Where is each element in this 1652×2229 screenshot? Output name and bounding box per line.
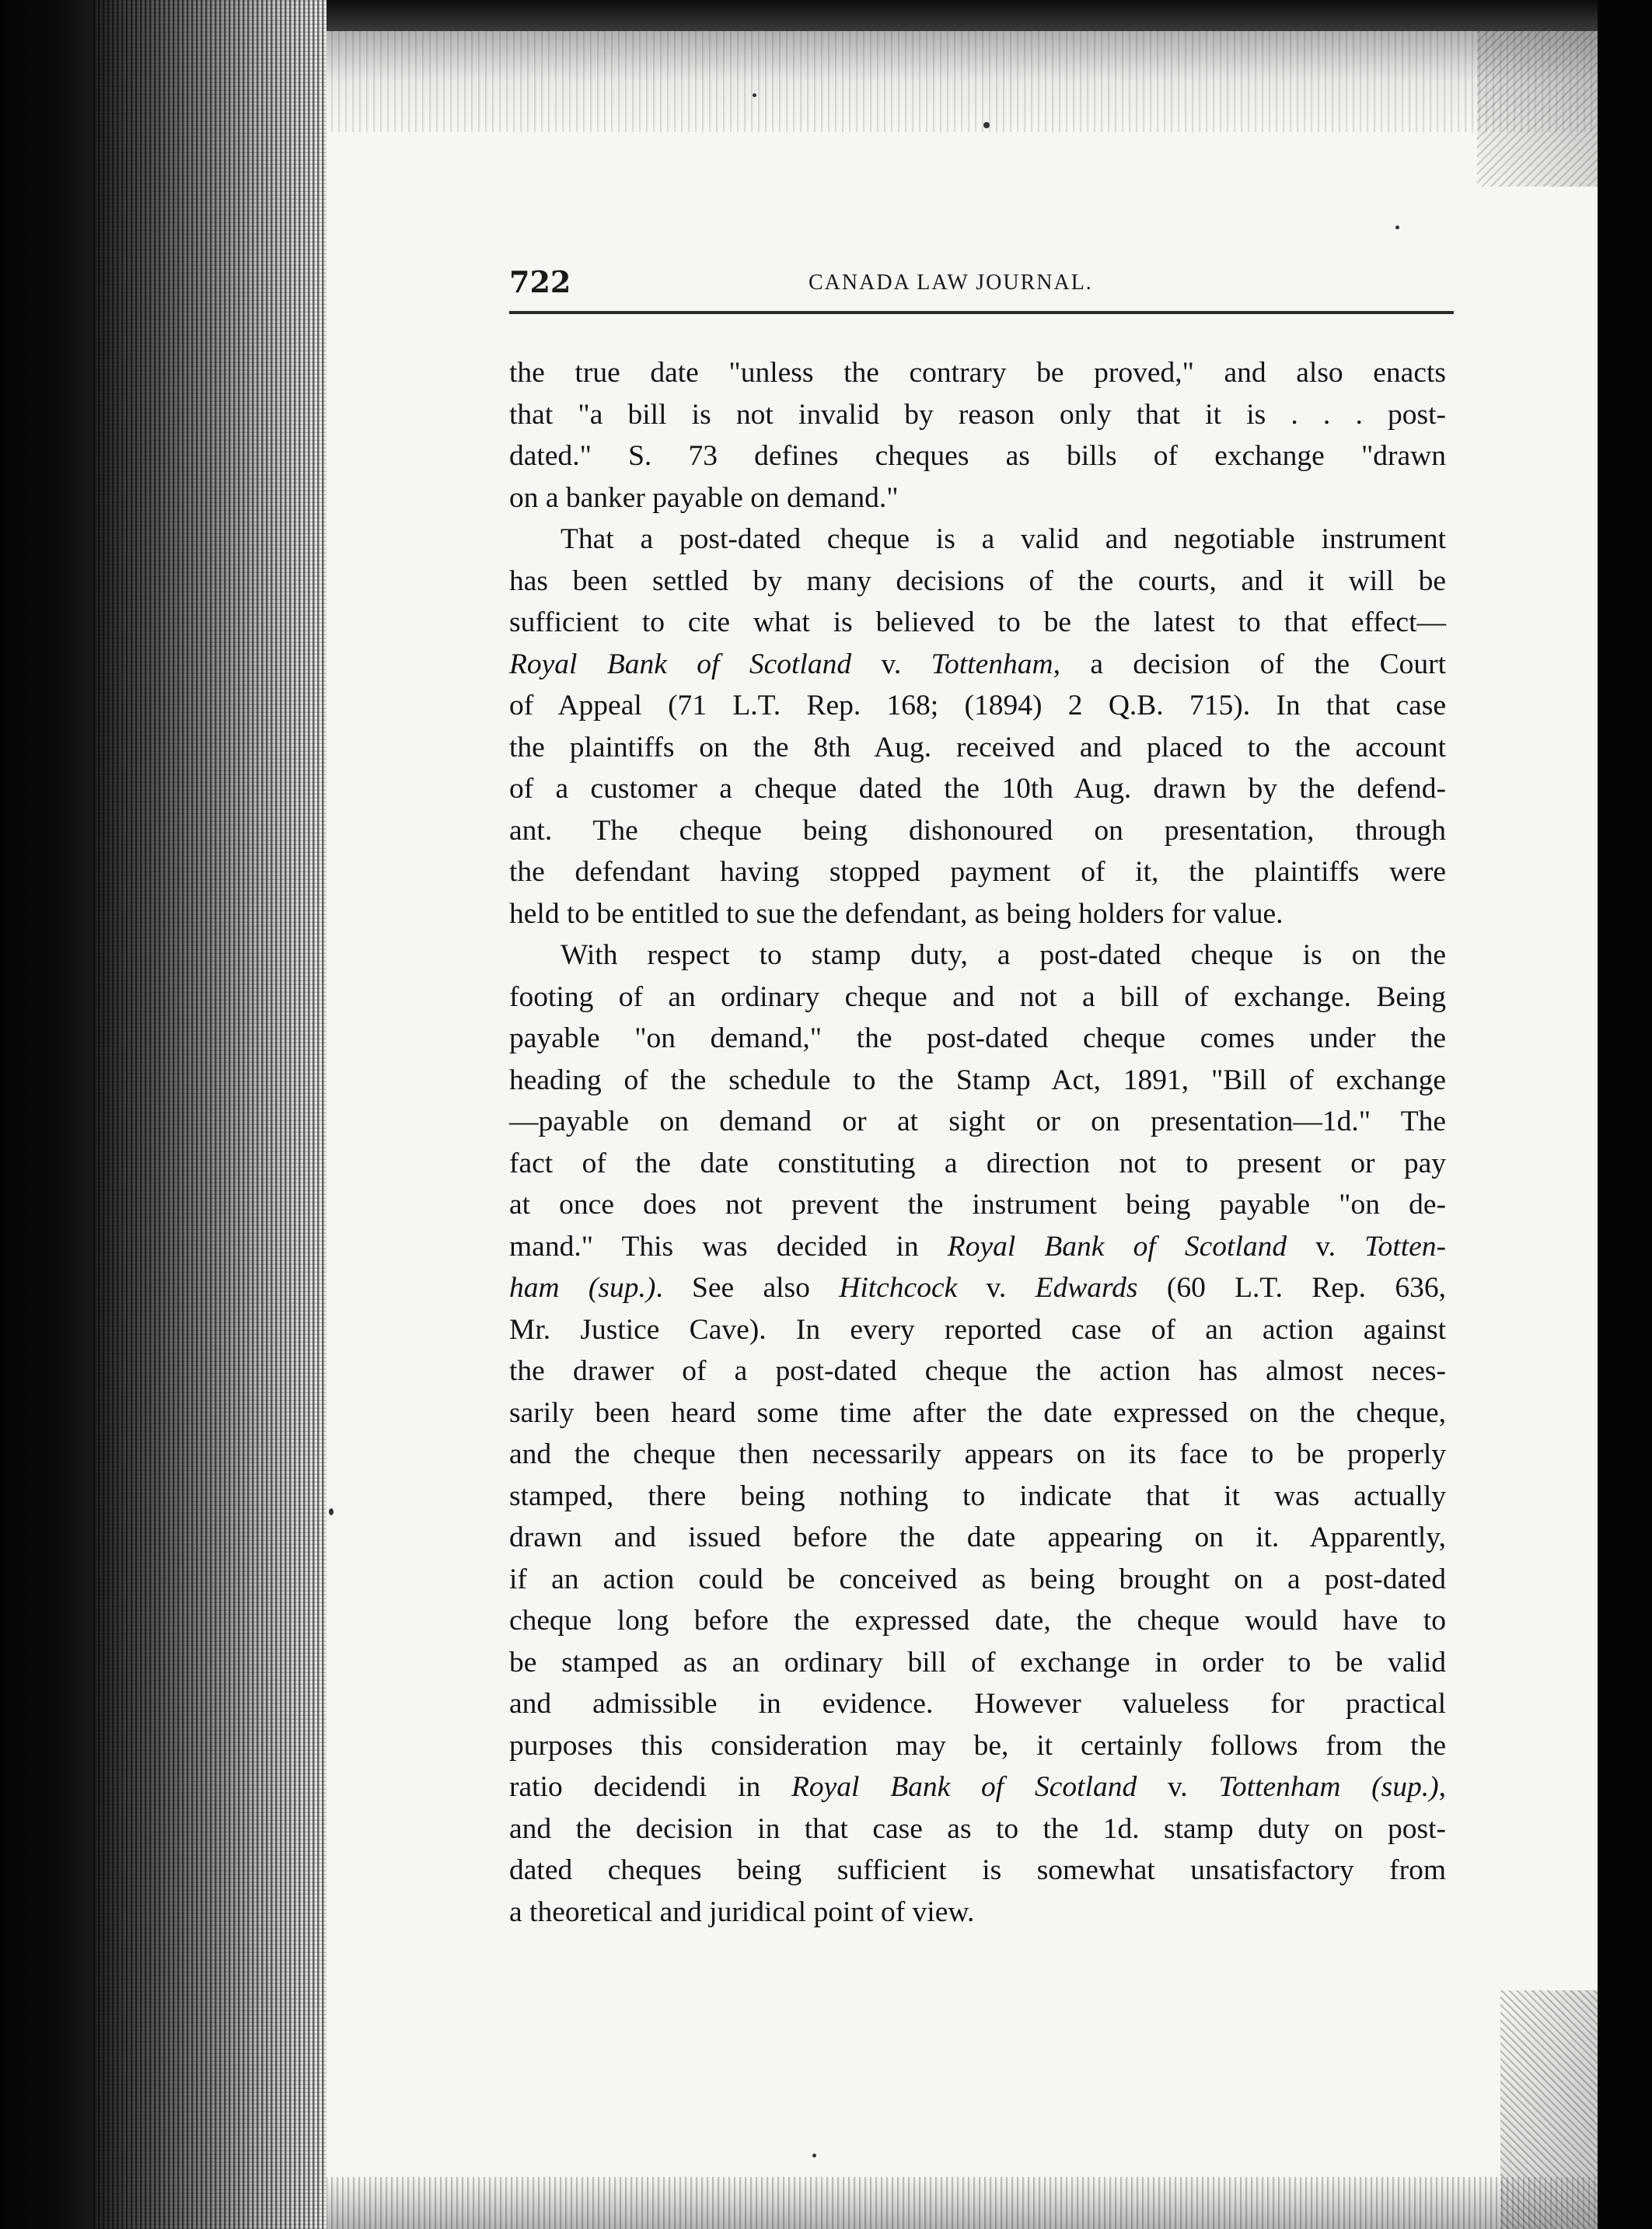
scan-right-edge (1598, 0, 1652, 2229)
scan-bottom-noise (233, 2177, 1598, 2229)
running-title: CANADA LAW JOURNAL. (809, 271, 1093, 295)
text-line: that "a bill is not invalid by reason only that it is . . . post- (509, 398, 1446, 431)
text-line: heading of the schedule to the Stamp Act, 1891, "Bill of exchange (509, 1064, 1446, 1096)
page-number: 722 (509, 264, 571, 299)
text-line: and the cheque then necessarily appears on its face to be properly (509, 1438, 1446, 1470)
text-line: ratio decidendi in Royal Bank of Scotland v. Tottenham (sup.), (509, 1771, 1447, 1803)
text-line: With respect to stamp duty, a post-dated cheque is on the (561, 939, 1446, 971)
text-line: on a banker payable on demand." (509, 481, 899, 514)
text-line: the plaintiffs on the 8th Aug. received and placed to the account (509, 731, 1446, 763)
text-line: fact of the date constituting a direction not to present or pay (509, 1147, 1446, 1179)
text-line: at once does not prevent the instrument being payable "on de- (509, 1189, 1446, 1221)
text-line: has been settled by many decisions of the courts, and it will be (509, 564, 1446, 597)
text-line: mand." This was decided in Royal Bank of Scotland v. Totten- (509, 1230, 1446, 1263)
binding-edge (0, 0, 93, 2229)
text-line: Royal Bank of Scotland v. Tottenham, a decision of the Court (509, 648, 1446, 680)
text-line: of Appeal (71 L.T. Rep. 168; (1894) 2 Q.B. 715). In that case (509, 690, 1446, 721)
scan-top-noise (233, 31, 1598, 132)
text-line: purposes this consideration may be, it certainly follows from the (509, 1729, 1446, 1762)
text-line: sarily been heard some time after the date expressed on the cheque, (509, 1396, 1446, 1429)
ink-speck (1395, 225, 1399, 229)
text-line: sufficient to cite what is believed to be the latest to that effect— (509, 606, 1446, 638)
text-line: dated." S. 73 defines cheques as bills of exchange "drawn (509, 440, 1446, 472)
ink-speck (753, 93, 756, 97)
text-line: be stamped as an ordinary bill of exchange in order to be valid (509, 1646, 1446, 1679)
text-line: of a customer a cheque dated the 10th Aug. drawn by the defend- (509, 773, 1446, 805)
ink-speck (983, 122, 990, 128)
scan-corner-noise (1500, 1990, 1598, 2229)
text-line: cheque long before the expressed date, the cheque would have to (509, 1605, 1446, 1637)
text-line: ham (sup.). See also Hitchcock v. Edwards (60 L.T. Rep. 636, (509, 1272, 1446, 1304)
ink-speck (812, 2154, 816, 2157)
text-line: stamped, there being nothing to indicate that it was actually (509, 1480, 1446, 1512)
article-body (509, 352, 1446, 1933)
text-line: drawn and issued before the date appearing on it. Apparently, (509, 1522, 1446, 1553)
text-line: the drawer of a post-dated cheque the action has almost neces- (509, 1355, 1446, 1387)
text-line: and the decision in that case as to the 1d. stamp duty on post- (509, 1812, 1446, 1845)
text-line: dated cheques being sufficient is somewhat unsatisfactory from (509, 1854, 1446, 1886)
text-line: Mr. Justice Cave). In every reported case of an action against (509, 1313, 1446, 1346)
text-line: the true date "unless the contrary be proved," and also enacts (509, 357, 1446, 389)
running-header (509, 264, 1442, 311)
scan-right-top-noise (1477, 31, 1598, 187)
text-line: the defendant having stopped payment of it, the plaintiffs were (509, 856, 1446, 888)
text-line: That a post-dated cheque is a valid and negotiable instrument (561, 523, 1446, 555)
header-rule (509, 311, 1454, 314)
text-line: payable "on demand," the post-dated cheque comes under the (509, 1022, 1446, 1054)
text-line: if an action could be conceived as being brought on a post-dated (509, 1563, 1446, 1595)
ink-speck (329, 1508, 334, 1515)
binding-gutter (93, 0, 327, 2229)
text-line: a theoretical and juridical point of view. (509, 1895, 975, 1928)
text-line: ant. The cheque being dishonoured on presentation, through (509, 814, 1446, 847)
text-line: held to be entitled to sue the defendant, as being holders for value. (509, 897, 1284, 930)
text-line: footing of an ordinary cheque and not a bill of exchange. Being (509, 980, 1446, 1013)
text-line: —payable on demand or at sight or on presentation—1d." The (509, 1106, 1446, 1137)
text-line: and admissible in evidence. However valueless for practical (509, 1688, 1446, 1720)
